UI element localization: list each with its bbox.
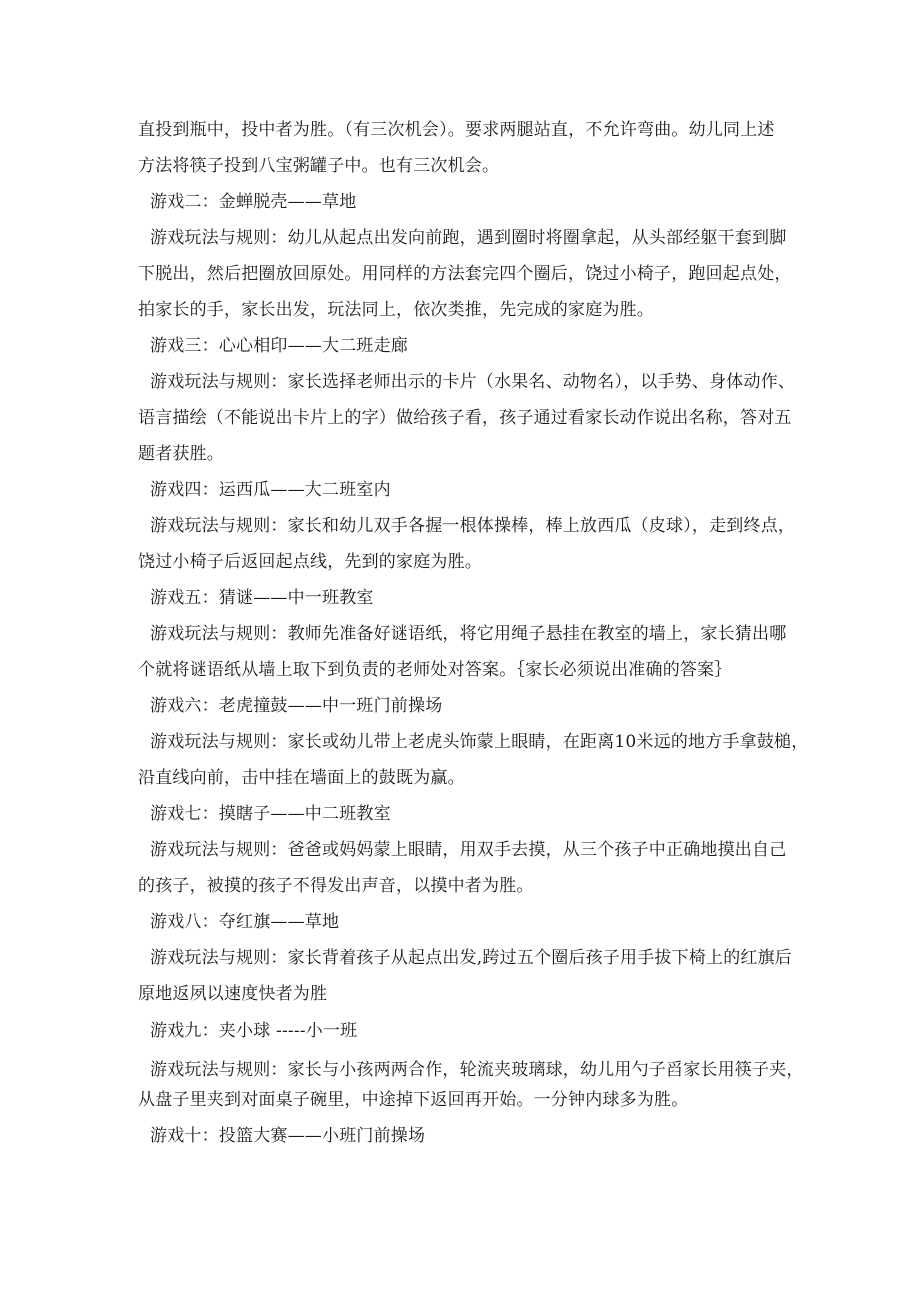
text-line: 游戏玩法与规则：教师先准备好谜语纸，将它用绳子悬挂在教室的墙上，家长猜出哪 xyxy=(150,624,787,644)
section-heading: 游戏七：摸瞎子——中二班教室 xyxy=(150,804,391,824)
text-line: 游戏玩法与规则：家长或幼儿带上老虎头饰蒙上眼睛，在距离10米远的地方手拿鼓槌， xyxy=(150,732,809,752)
text-line: 游戏玩法与规则：幼儿从起点出发向前跑，遇到圈时将圈拿起，从头部经躯干套到脚 xyxy=(150,228,787,248)
text-line: 题者获胜。 xyxy=(138,444,224,464)
text-line: 下脱出，然后把圈放回原处。用同样的方法套完四个圈后，饶过小椅子，跑回起点处， xyxy=(138,264,792,284)
text-line: 拍家长的手，家长出发，玩法同上，依次类推，先完成的家庭为胜。 xyxy=(138,300,654,320)
section-heading: 游戏六：老虎撞鼓——中一班门前操场 xyxy=(150,696,443,716)
text-line: 从盘子里夹到对面桌子碗里，中途掉下返回再开始。一分钟内球多为胜。 xyxy=(138,1090,689,1110)
text-line: 方法将筷子投到八宝粥罐子中。也有三次机会。 xyxy=(138,156,500,176)
text-line: 游戏玩法与规则：家长与小孩两两合作，轮流夹玻璃球，幼儿用勺子舀家长用筷子夹， xyxy=(150,1060,804,1080)
section-heading: 游戏三：心心相印——大二班走廊 xyxy=(150,336,408,356)
text-line: 游戏玩法与规则：家长选择老师出示的卡片（水果名、动物名），以手势、身体动作、 xyxy=(150,372,796,392)
text-line: 饶过小椅子后返回起点线，先到的家庭为胜。 xyxy=(138,552,482,572)
text-line: 原地返夙以速度快者为胜 xyxy=(138,984,328,1004)
section-heading: 游戏五：猜谜——中一班教室 xyxy=(150,588,374,608)
text-line: 个就将谜语纸从墙上取下到负责的老师处对答案。｛家长必须说出准确的答案｝ xyxy=(138,660,732,680)
text-line: 语言描绘（不能说出卡片上的字）做给孩子看，孩子通过看家长动作说出名称，答对五 xyxy=(138,408,792,428)
text-line: 沿直线向前，击中挂在墙面上的鼓既为赢。 xyxy=(138,768,465,788)
text-line: 游戏玩法与规则：爸爸或妈妈蒙上眼睛，用双手去摸，从三个孩子中正确地摸出自己 xyxy=(150,840,787,860)
text-line: 游戏玩法与规则：家长背着孩子从起点出发,跨过五个圈后孩子用手拔下椅上的红旗后 xyxy=(150,948,793,968)
section-heading: 游戏十：投篮大赛——小班门前操场 xyxy=(150,1126,426,1146)
text-line: 的孩子，被摸的孩子不得发出声音，以摸中者为胜。 xyxy=(138,876,534,896)
section-heading: 游戏二：金蝉脱壳——草地 xyxy=(150,192,357,212)
section-heading: 游戏九：夹小球 -----小一班 xyxy=(150,1021,358,1041)
text-line: 直投到瓶中，投中者为胜。（有三次机会）。要求两腿站直，不允许弯曲。幼儿同上述 xyxy=(138,120,775,140)
section-heading: 游戏四：运西瓜——大二班室内 xyxy=(150,480,391,500)
section-heading: 游戏八：夺红旗——草地 xyxy=(150,912,340,932)
text-line: 游戏玩法与规则：家长和幼儿双手各握一根体操棒，棒上放西瓜（皮球），走到终点， xyxy=(150,516,796,536)
